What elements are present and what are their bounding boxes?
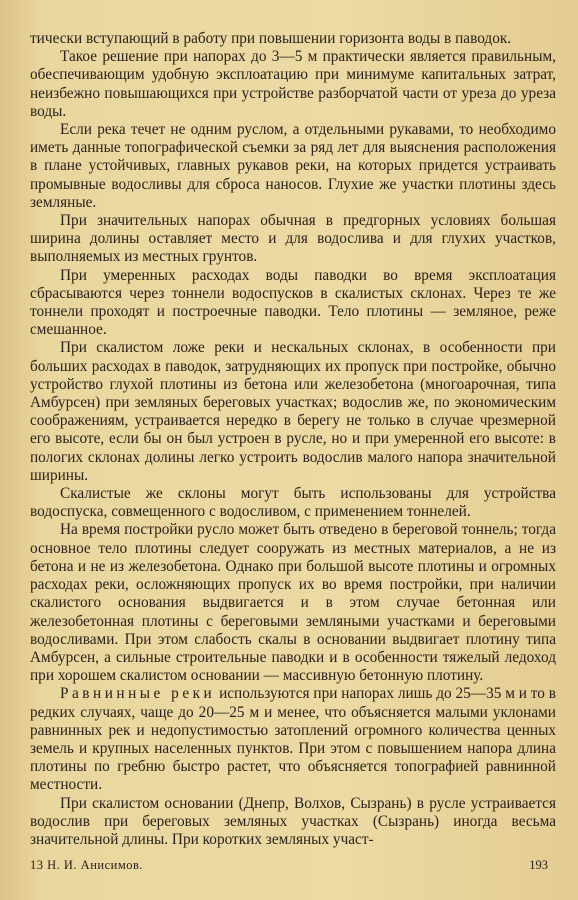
paragraph: При скалистом основании (Днепр, Волхов, Сызрань) в русле устраивается водослив при береговых земляных участках (Сызрань) иногда весьма значительной длины. При коротких земляных участ- <box>30 794 556 848</box>
paragraph: Такое решение при напорах до 3—5 м практически является правильным, обеспечивающим удобную эксплоатацию при минимуме капитальных затрат, неизбежно повышающихся при устройстве разборчатой части от уреза до уреза воды. <box>30 48 556 120</box>
paragraph: тически вступающий в работу при повышении горизонта воды в паводок. <box>30 30 512 47</box>
signature-mark: 13 Н. И. Анисимов. <box>30 858 144 872</box>
page-footer <box>30 858 548 873</box>
body-text <box>30 30 556 849</box>
paragraph: При скалистом ложе реки и нескальных склонах, в особенности при больших расходах в паводок, затрудняющих их пропуск при постройке, обычно устройство глухой плотины из бетона или железобетона (многоарочная, типа Амбурсен) при земляных береговых участках; водослив же, по экономическим соображениям, устраивается нередко в берегу не только в случае чрезмерной его высоте, если бы он был устроен в русле, но и при умеренной его высоте: в пологих склонах долины легко устроить водослив малого напора значительной ширины. <box>30 339 556 484</box>
paragraph-lowland-rivers <box>30 685 556 794</box>
paragraph: При умеренных расходах воды паводки во время эксплоатация сбрасываются через тоннели водоспусков в скалистых склонах. Через те же тоннели проходят и построечные паводки. Тело плотины — земляное, реже смешанное. <box>30 266 556 339</box>
paragraph: При значительных напорах обычная в предгорных условиях большая ширина долины оставляет место и для водослива и для глухих участков, выполняемых из местных грунтов. <box>30 212 556 266</box>
paragraph: Если река течет не одним руслом, а отдельными рукавами, то необходимо иметь данные топографической съемки за ряд лет для выяснения расположения в плане устойчивых, главных рукавов реки, на которых придется устраивать промывные водосливы для сброса наносов. Глухие же участки плотины здесь земляные. <box>30 121 556 211</box>
paragraph-body: используются при напорах лишь до 25—35 м и то в редких случаях, чаще до 20—25 м и менее, что объясняется малыми уклонами равнинных рек и недопустимостью затоплений огромного количества ценных земель и крупных населенных пунктов. При этом с повышением напора длина плотины по гребню быстро растет, что объясняется топографией равнинной местности. <box>30 685 556 794</box>
paragraph: Скалистые же склоны могут быть использованы для устройства водоспуска, совмещенного с водосливом, с применением тоннелей. <box>30 485 556 521</box>
paragraph: На время постройки русло может быть отведено в береговой тоннель; тогда основное тело плотины следует сооружать из местных материалов, а не из бетона и не из железобетона. Однако при большой высоте плотины и огромных расходах реки, осложняющих пропуск их во время постройки, при наличии скалистого основания выдвигается и в этом случае бетонная или железобетонная плотины с береговыми земляными участками и береговыми водосливами. При этом слабость скалы в основании выдвигает плотину типа Амбурсен, а сильные строительные паводки и в особенности тяжелый ледоход при хорошем скалистом основании — массивную бетонную плотину. <box>30 521 556 685</box>
spaced-lead-phrase: Равнинные реки <box>60 685 216 703</box>
page-number: 193 <box>529 858 548 872</box>
